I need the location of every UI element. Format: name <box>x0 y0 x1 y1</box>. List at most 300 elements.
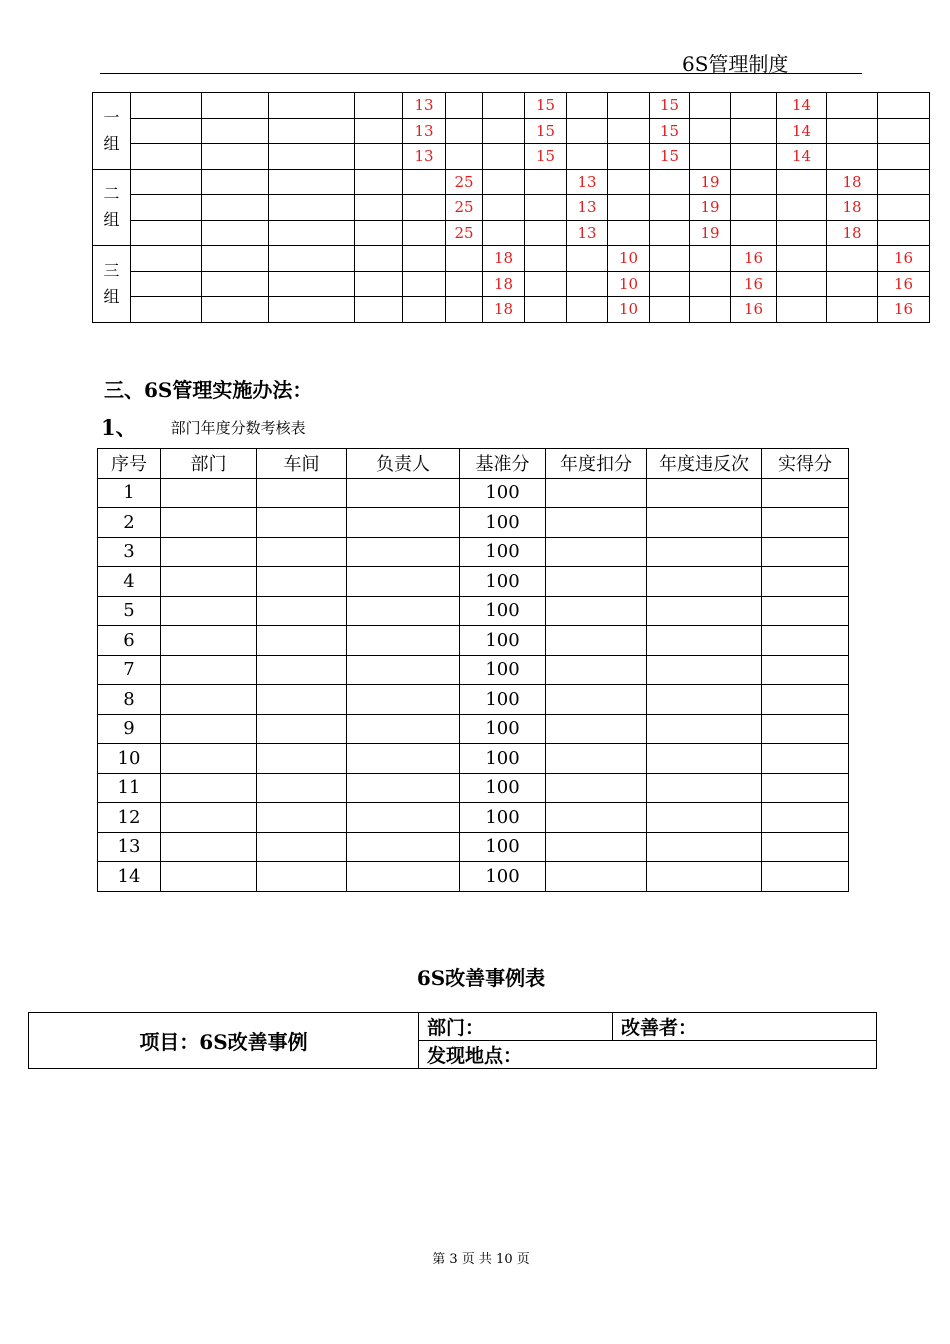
score-cell <box>269 220 355 246</box>
score-cell: 10 <box>608 271 650 297</box>
score-cell <box>827 144 878 170</box>
score-cell <box>878 195 930 221</box>
score-cell <box>827 297 878 323</box>
score-cell: 16 <box>731 271 777 297</box>
table-cell <box>347 803 460 833</box>
score-cell: 18 <box>827 169 878 195</box>
score-cell <box>878 220 930 246</box>
table-row <box>93 220 930 246</box>
score-cell <box>131 118 202 144</box>
score-cell <box>483 169 525 195</box>
table-header-row <box>98 449 849 479</box>
score-cell: 19 <box>690 195 731 221</box>
score-cell: 18 <box>827 220 878 246</box>
score-cell: 18 <box>483 246 525 272</box>
table-cell <box>347 685 460 715</box>
score-cell: 14 <box>777 93 827 119</box>
score-cell <box>650 297 690 323</box>
score-cell <box>446 144 483 170</box>
score-cell <box>525 297 567 323</box>
score-cell: 25 <box>446 169 483 195</box>
score-cell <box>608 118 650 144</box>
table-cell: 1 <box>98 478 161 508</box>
score-cell <box>567 246 608 272</box>
table-cell <box>161 626 257 656</box>
table-cell <box>762 773 849 803</box>
score-cell <box>608 144 650 170</box>
table-cell: 9 <box>98 714 161 744</box>
table-cell: 5 <box>98 596 161 626</box>
table-cell <box>161 478 257 508</box>
score-cell: 13 <box>567 169 608 195</box>
score-cell <box>731 195 777 221</box>
table-cell: 6 <box>98 626 161 656</box>
score-cell: 19 <box>690 220 731 246</box>
score-cell <box>403 271 446 297</box>
score-cell <box>690 297 731 323</box>
score-cell: 10 <box>608 246 650 272</box>
table-row <box>98 655 849 685</box>
table-cell <box>647 685 762 715</box>
score-cell: 19 <box>690 169 731 195</box>
score-cell <box>567 144 608 170</box>
score-cell <box>131 93 202 119</box>
table-cell: 100 <box>460 832 546 862</box>
score-cell <box>403 246 446 272</box>
table-cell <box>161 596 257 626</box>
score-cell: 14 <box>777 144 827 170</box>
table-row <box>93 93 930 119</box>
table-cell <box>546 685 647 715</box>
score-cell <box>690 246 731 272</box>
table-cell: 100 <box>460 744 546 774</box>
score-cell <box>269 271 355 297</box>
score-cell <box>269 297 355 323</box>
table-cell <box>546 714 647 744</box>
score-cell: 13 <box>403 118 446 144</box>
table-cell <box>762 508 849 538</box>
table-cell <box>762 862 849 892</box>
score-cell <box>650 271 690 297</box>
score-cell <box>777 297 827 323</box>
table-cell <box>161 508 257 538</box>
table-row <box>93 118 930 144</box>
score-cell <box>878 169 930 195</box>
table-cell <box>347 862 460 892</box>
table-cell <box>257 832 347 862</box>
score-cell: 16 <box>878 246 930 272</box>
table-cell <box>161 862 257 892</box>
table-cell <box>647 626 762 656</box>
score-cell <box>202 144 269 170</box>
table-cell: 100 <box>460 655 546 685</box>
table-cell <box>762 537 849 567</box>
header-cell: 序号 <box>98 449 161 479</box>
page-footer: 第 3 页 共 10 页 <box>432 1252 530 1267</box>
table-cell <box>257 655 347 685</box>
score-cell <box>269 195 355 221</box>
score-cell <box>403 169 446 195</box>
score-cell: 18 <box>483 297 525 323</box>
table-cell <box>762 655 849 685</box>
score-cell <box>731 118 777 144</box>
score-cell: 16 <box>878 297 930 323</box>
score-cell <box>355 195 403 221</box>
subsection-number: 1、 <box>101 415 137 440</box>
table-cell <box>647 478 762 508</box>
score-cell <box>525 220 567 246</box>
table-row <box>98 478 849 508</box>
score-cell: 16 <box>731 297 777 323</box>
score-cell <box>525 195 567 221</box>
table-cell: 100 <box>460 714 546 744</box>
table-cell <box>647 803 762 833</box>
table-cell <box>546 803 647 833</box>
score-cell <box>355 271 403 297</box>
score-cell <box>650 246 690 272</box>
subsection-1-heading <box>101 412 306 442</box>
score-cell: 18 <box>827 195 878 221</box>
table-cell <box>161 773 257 803</box>
table-cell: 8 <box>98 685 161 715</box>
table-cell <box>161 685 257 715</box>
table-cell: 4 <box>98 567 161 597</box>
score-cell <box>731 169 777 195</box>
table-cell <box>546 862 647 892</box>
table-row <box>98 508 849 538</box>
score-cell <box>202 246 269 272</box>
table-cell <box>647 537 762 567</box>
score-cell: 18 <box>483 271 525 297</box>
table-cell: 100 <box>460 803 546 833</box>
score-cell: 14 <box>777 118 827 144</box>
table-cell <box>647 567 762 597</box>
score-cell <box>131 297 202 323</box>
score-cell <box>567 118 608 144</box>
header-cell: 负责人 <box>347 449 460 479</box>
table-cell <box>257 508 347 538</box>
table-cell: 100 <box>460 626 546 656</box>
table-row <box>98 714 849 744</box>
score-cell <box>827 271 878 297</box>
subsection-title: 部门年度分数考核表 <box>170 419 306 437</box>
score-cell: 10 <box>608 297 650 323</box>
header-cell: 部门 <box>161 449 257 479</box>
score-cell <box>131 144 202 170</box>
table-cell <box>347 596 460 626</box>
score-cell: 13 <box>567 195 608 221</box>
table-cell <box>161 832 257 862</box>
score-cell: 15 <box>525 118 567 144</box>
score-cell: 16 <box>731 246 777 272</box>
table-cell <box>347 832 460 862</box>
improver-label: 改善者： <box>613 1013 877 1041</box>
table-cell <box>161 567 257 597</box>
score-cell: 15 <box>650 118 690 144</box>
dept-label: 部门： <box>419 1013 613 1041</box>
table-row <box>98 567 849 597</box>
table-cell: 10 <box>98 744 161 774</box>
score-cell <box>608 220 650 246</box>
table-cell: 100 <box>460 567 546 597</box>
table-cell <box>546 832 647 862</box>
table-cell <box>546 626 647 656</box>
score-cell <box>608 93 650 119</box>
score-cell <box>777 220 827 246</box>
table-cell <box>257 862 347 892</box>
table-row <box>98 773 849 803</box>
table-row <box>98 803 849 833</box>
score-cell <box>777 246 827 272</box>
table-row <box>98 744 849 774</box>
table-cell <box>347 773 460 803</box>
table-cell <box>546 537 647 567</box>
score-cell <box>403 195 446 221</box>
header-cell: 年度扣分 <box>546 449 647 479</box>
score-cell: 13 <box>403 93 446 119</box>
score-cell <box>525 246 567 272</box>
score-cell: 15 <box>650 144 690 170</box>
table-cell <box>647 596 762 626</box>
running-header-title: 6S管理制度 <box>682 52 789 76</box>
table-cell <box>647 655 762 685</box>
score-cell <box>567 93 608 119</box>
score-cell <box>690 144 731 170</box>
score-cell <box>777 169 827 195</box>
score-cell <box>690 271 731 297</box>
table-cell <box>347 478 460 508</box>
table-cell <box>161 714 257 744</box>
score-cell <box>202 297 269 323</box>
score-cell <box>608 169 650 195</box>
group-label: 三 组 <box>93 246 131 323</box>
table-row <box>98 537 849 567</box>
score-cell <box>483 93 525 119</box>
table-cell <box>647 714 762 744</box>
group-label: 二 组 <box>93 169 131 246</box>
score-cell: 15 <box>650 93 690 119</box>
table-cell <box>647 773 762 803</box>
table-row <box>98 862 849 892</box>
score-cell <box>202 220 269 246</box>
score-cell <box>355 169 403 195</box>
table-cell <box>762 714 849 744</box>
score-cell <box>202 118 269 144</box>
table-cell: 2 <box>98 508 161 538</box>
score-cell <box>446 297 483 323</box>
section-3-heading: 三、6S管理实施办法： <box>104 378 313 402</box>
score-cell <box>131 246 202 272</box>
table-cell: 7 <box>98 655 161 685</box>
score-cell <box>567 297 608 323</box>
score-cell <box>446 246 483 272</box>
score-cell <box>131 220 202 246</box>
score-cell <box>650 169 690 195</box>
score-cell <box>777 271 827 297</box>
score-cell <box>690 118 731 144</box>
score-cell <box>608 195 650 221</box>
improvement-case-table <box>28 1012 877 1069</box>
score-cell: 16 <box>878 271 930 297</box>
score-cell <box>403 220 446 246</box>
table-cell <box>347 626 460 656</box>
project-label: 项目：6S改善事例 <box>29 1013 419 1069</box>
score-cell <box>650 220 690 246</box>
score-cell <box>827 93 878 119</box>
score-cell <box>827 246 878 272</box>
header-rule <box>100 73 862 74</box>
table-cell <box>347 714 460 744</box>
score-cell <box>650 195 690 221</box>
table-row <box>93 144 930 170</box>
table-cell <box>347 508 460 538</box>
score-cell <box>731 93 777 119</box>
score-cell <box>131 271 202 297</box>
table-cell <box>347 567 460 597</box>
score-cell <box>690 93 731 119</box>
score-cell <box>525 169 567 195</box>
score-cell <box>131 195 202 221</box>
table-cell <box>257 478 347 508</box>
table-cell: 13 <box>98 832 161 862</box>
score-cell <box>567 271 608 297</box>
table-cell: 14 <box>98 862 161 892</box>
score-cell <box>355 93 403 119</box>
score-cell <box>403 297 446 323</box>
table-cell <box>647 744 762 774</box>
header-cell: 实得分 <box>762 449 849 479</box>
header-cell: 年度违反次 <box>647 449 762 479</box>
table-cell <box>347 655 460 685</box>
score-cell <box>202 195 269 221</box>
score-cell <box>355 144 403 170</box>
table-cell <box>257 773 347 803</box>
case-table-title: 6S改善事例表 <box>416 966 546 990</box>
table-row <box>93 195 930 221</box>
score-cell <box>483 195 525 221</box>
score-cell <box>731 144 777 170</box>
table-cell <box>161 803 257 833</box>
table-row <box>93 271 930 297</box>
table-cell: 100 <box>460 685 546 715</box>
table-row <box>98 626 849 656</box>
score-cell <box>731 220 777 246</box>
score-cell <box>878 118 930 144</box>
score-cell <box>355 118 403 144</box>
table-cell <box>161 537 257 567</box>
table-cell <box>257 537 347 567</box>
score-cell <box>269 93 355 119</box>
table-cell: 100 <box>460 537 546 567</box>
table-row <box>93 169 930 195</box>
group-label: 一 组 <box>93 93 131 170</box>
score-cell <box>202 169 269 195</box>
table-cell <box>546 508 647 538</box>
score-cell <box>483 118 525 144</box>
table-cell <box>762 744 849 774</box>
table-row <box>93 297 930 323</box>
table-cell <box>762 596 849 626</box>
header-cell: 基准分 <box>460 449 546 479</box>
table-cell <box>257 626 347 656</box>
score-cell <box>446 271 483 297</box>
score-cell <box>777 195 827 221</box>
score-cell <box>446 118 483 144</box>
score-cell <box>827 118 878 144</box>
score-cell: 25 <box>446 220 483 246</box>
score-cell <box>269 246 355 272</box>
table-cell <box>647 832 762 862</box>
table-row <box>93 246 930 272</box>
score-cell: 15 <box>525 93 567 119</box>
table-cell <box>546 655 647 685</box>
table-cell: 100 <box>460 508 546 538</box>
score-cell: 13 <box>403 144 446 170</box>
table-cell: 100 <box>460 773 546 803</box>
table-cell <box>257 596 347 626</box>
table-cell <box>647 508 762 538</box>
dept-annual-score-table <box>97 448 849 892</box>
table-cell <box>347 744 460 774</box>
score-cell <box>269 118 355 144</box>
table-cell: 11 <box>98 773 161 803</box>
table-cell <box>161 655 257 685</box>
score-cell <box>355 220 403 246</box>
table-cell <box>546 567 647 597</box>
header-cell: 车间 <box>257 449 347 479</box>
score-cell: 15 <box>525 144 567 170</box>
score-cell <box>525 271 567 297</box>
table-cell: 100 <box>460 596 546 626</box>
table-cell <box>161 744 257 774</box>
score-cell <box>131 169 202 195</box>
score-cell <box>202 271 269 297</box>
score-cell <box>878 144 930 170</box>
group-score-table <box>92 92 930 323</box>
table-cell <box>546 596 647 626</box>
table-row <box>98 596 849 626</box>
score-cell <box>355 246 403 272</box>
table-cell <box>647 862 762 892</box>
table-cell <box>257 744 347 774</box>
table-cell: 100 <box>460 862 546 892</box>
table-cell <box>762 685 849 715</box>
table-cell <box>762 478 849 508</box>
table-cell: 12 <box>98 803 161 833</box>
table-cell <box>257 803 347 833</box>
table-cell <box>257 567 347 597</box>
table-cell <box>257 714 347 744</box>
table-row <box>98 685 849 715</box>
score-cell <box>269 169 355 195</box>
table-cell <box>762 567 849 597</box>
table-cell <box>546 773 647 803</box>
table-cell <box>546 744 647 774</box>
score-cell <box>483 144 525 170</box>
location-label: 发现地点： <box>419 1041 877 1069</box>
score-cell <box>202 93 269 119</box>
table-cell <box>546 478 647 508</box>
score-cell: 13 <box>567 220 608 246</box>
table-cell <box>762 803 849 833</box>
score-cell <box>355 297 403 323</box>
score-cell <box>483 220 525 246</box>
score-cell <box>269 144 355 170</box>
score-cell <box>446 93 483 119</box>
score-cell <box>878 93 930 119</box>
table-cell <box>762 626 849 656</box>
table-cell <box>347 537 460 567</box>
